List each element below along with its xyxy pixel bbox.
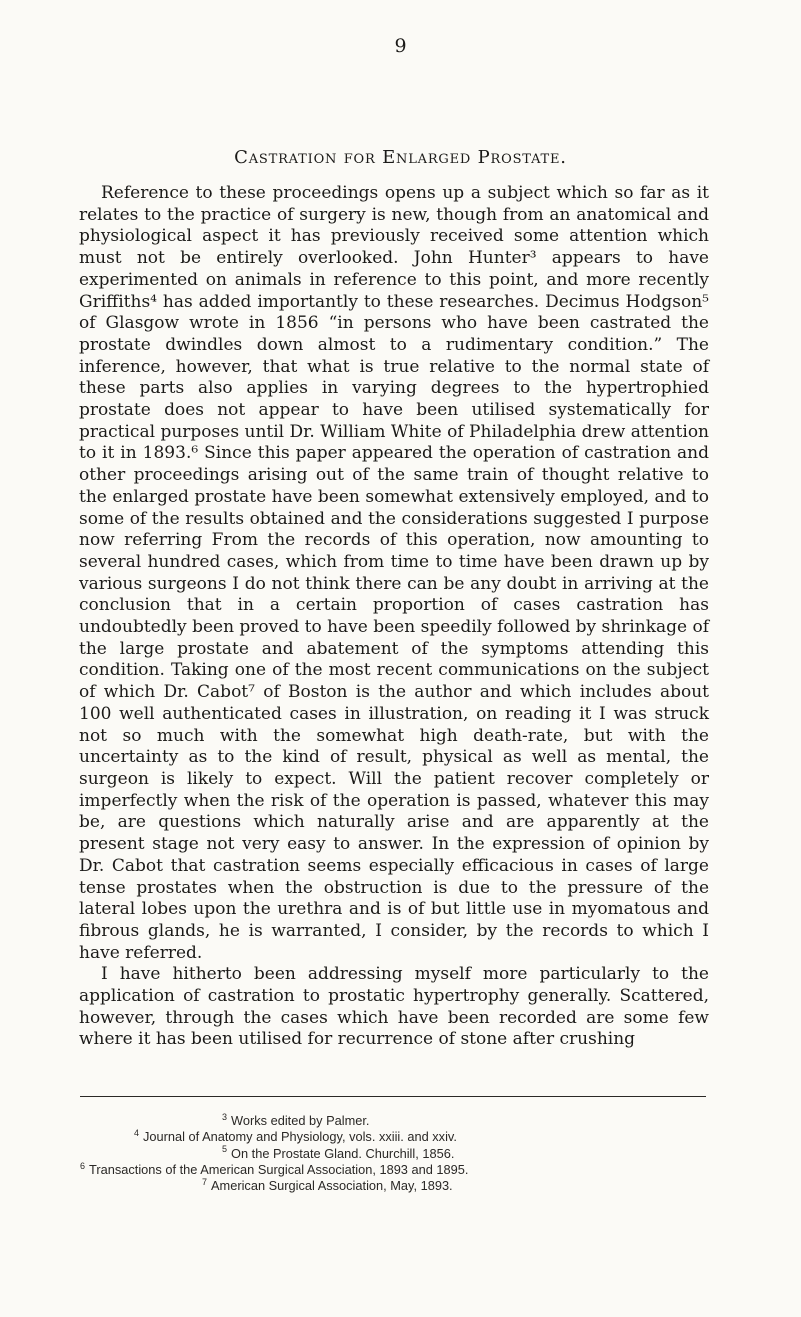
paragraph: I have hitherto been addressing myself more particularly to the application of castration to prostatic hypertrophy generally. Scattered, however, through the cases which have been recorded are some few where it has been utilised for recurrence of stone after crushing	[79, 964, 709, 1050]
footnote-mark: 7	[202, 1176, 208, 1187]
footnotes	[80, 1113, 706, 1194]
footnote-text: Journal of Anatomy and Physiology, vols. xxiii. and xxiv.	[143, 1129, 457, 1145]
footnote	[80, 1162, 706, 1178]
footnote	[80, 1146, 706, 1162]
footnote	[80, 1178, 706, 1194]
footnote-text: Transactions of the American Surgical Association, 1893 and 1895.	[89, 1161, 469, 1177]
footnote	[80, 1129, 706, 1145]
footnote-text: Works edited by Palmer.	[231, 1113, 370, 1128]
footnote-divider	[80, 1096, 706, 1097]
footnote-mark: 5	[222, 1144, 228, 1155]
section-heading: Castration for Enlarged Prostate.	[234, 147, 567, 168]
footnote	[80, 1113, 706, 1129]
footnote-text: On the Prostate Gland. Churchill, 1856.	[231, 1145, 455, 1161]
paragraph: Reference to these proceedings opens up a subject which so far as it relates to the practice of surgery is new, though from an anatomical and physiological aspect it has previously received some attention which must not be entirely overlooked. John Hunter³ appears to have experimented on animals in reference to this point, and more recently Griffiths⁴ has added importantly to these researches. Decimus Hodgson⁵ of Glasgow wrote in 1856 “in persons who have been castrated the prostate dwindles down almost to a rudimentary condition.” The inference, however, that what is true relative to the normal state of these parts also applies in varying degrees to the hypertrophied prostate does not appear to have been utilised systematically for practical purposes until Dr. William White of Philadelphia drew attention to it in 1893.⁶ Since this paper appeared the operation of castration and other proceedings arising out of the same train of thought relative to the enlarged prostate have been somewhat extensively employed, and to some of the results obtained and the considerations suggested I purpose now referring From the records of this operation, now amounting to several hundred cases, which from time to time have been drawn up by various surgeons I do not think there can be any doubt in arriving at the conclusion that in a certain proportion of cases castration has undoubtedly been proved to have been speedily followed by shrinkage of the large prostate and abatement of the symptoms attending this condition. Taking one of the most recent communications on the subject of which Dr. Cabot⁷ of Boston is the author and which includes about 100 well authenticated cases in illustration, on reading it I was struck not so much with the somewhat high death-rate, but with the uncertainty as to the kind of result, physical as well as mental, the surgeon is likely to expect. Will the patient recover completely or imperfectly when the risk of the operation is passed, whatever this may be, are questions which naturally arise and are apparently at the present stage not very easy to answer. In the expression of opinion by Dr. Cabot that castration seems especially efficacious in cases of large tense prostates when the obstruction is due to the pressure of the lateral lobes upon the urethra and is of but little use in myomatous and fibrous glands, he is warranted, I consider, by the records to which I have referred.	[79, 183, 710, 963]
footnote-mark: 3	[222, 1111, 228, 1122]
footnote-mark: 4	[134, 1128, 140, 1139]
footnote-text: American Surgical Association, May, 1893.	[211, 1178, 453, 1194]
body-text	[79, 183, 709, 1051]
footnote-mark: 6	[80, 1160, 86, 1171]
page-number: 9	[394, 35, 407, 57]
